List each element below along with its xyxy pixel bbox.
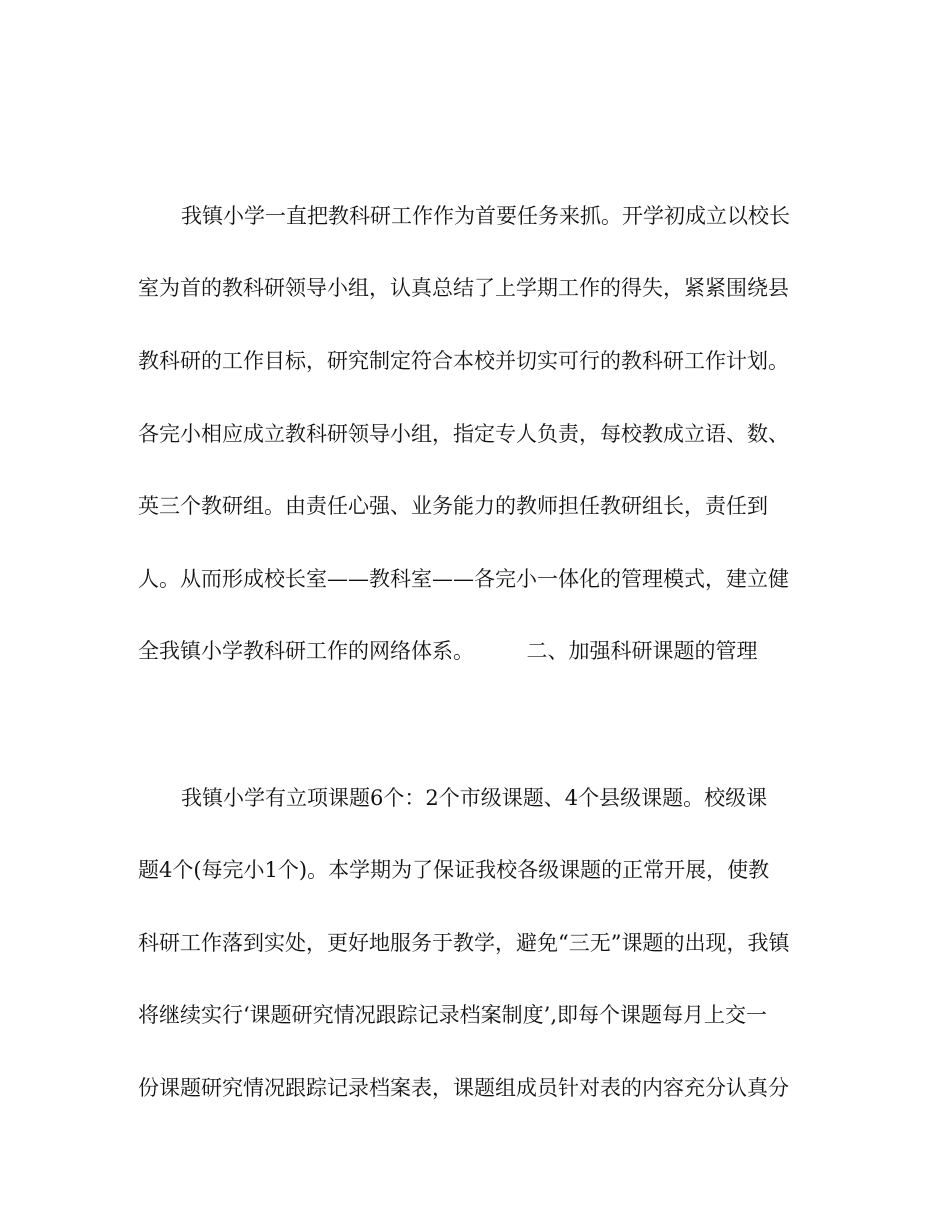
paragraph-2-line-5: 份课题研究情况跟踪记录档案表，课题组成员针对表的内容充分认真分 (138, 1076, 789, 1100)
paragraph-1-line-7: 全我镇小学教科研工作的网络体系。 二、加强科研课题的管理 (138, 639, 758, 663)
paragraph-1-line-4: 各完小相应成立教科研领导小组，指定专人负责，每校教成立语、数、 (138, 422, 789, 446)
paragraph-2-line-2: 题4个(每完小1个)。本学期为了保证我校各级课题的正常开展，使教 (138, 858, 770, 882)
paragraph-2-line-4: 将继续实行‘课题研究情况跟踪记录档案制度’,即每个课题每月上交一 (138, 1003, 768, 1027)
paragraph-1-line-5: 英三个教研组。由责任心强、业务能力的教师担任教研组长，责任到 (138, 494, 768, 518)
paragraph-1-line-1: 我镇小学一直把教科研工作作为首要任务来抓。开学初成立以校长 (181, 204, 790, 228)
paragraph-1-line-3: 教科研的工作目标，研究制定符合本校并切实可行的教科研工作计划。 (138, 349, 789, 373)
paragraph-1-line-6: 人。从而形成校长室——教科室——各完小一体化的管理模式，建立健 (138, 567, 789, 591)
paragraph-2-line-1: 我镇小学有立项课题6个：2个市级课题、4个县级课题。校级课 (181, 786, 768, 810)
paragraph-2-line-3: 科研工作落到实处，更好地服务于教学，避免“三无”课题的出现，我镇 (138, 931, 790, 955)
paragraph-1-line-2: 室为首的教科研领导小组，认真总结了上学期工作的得失，紧紧围绕县 (138, 276, 789, 300)
